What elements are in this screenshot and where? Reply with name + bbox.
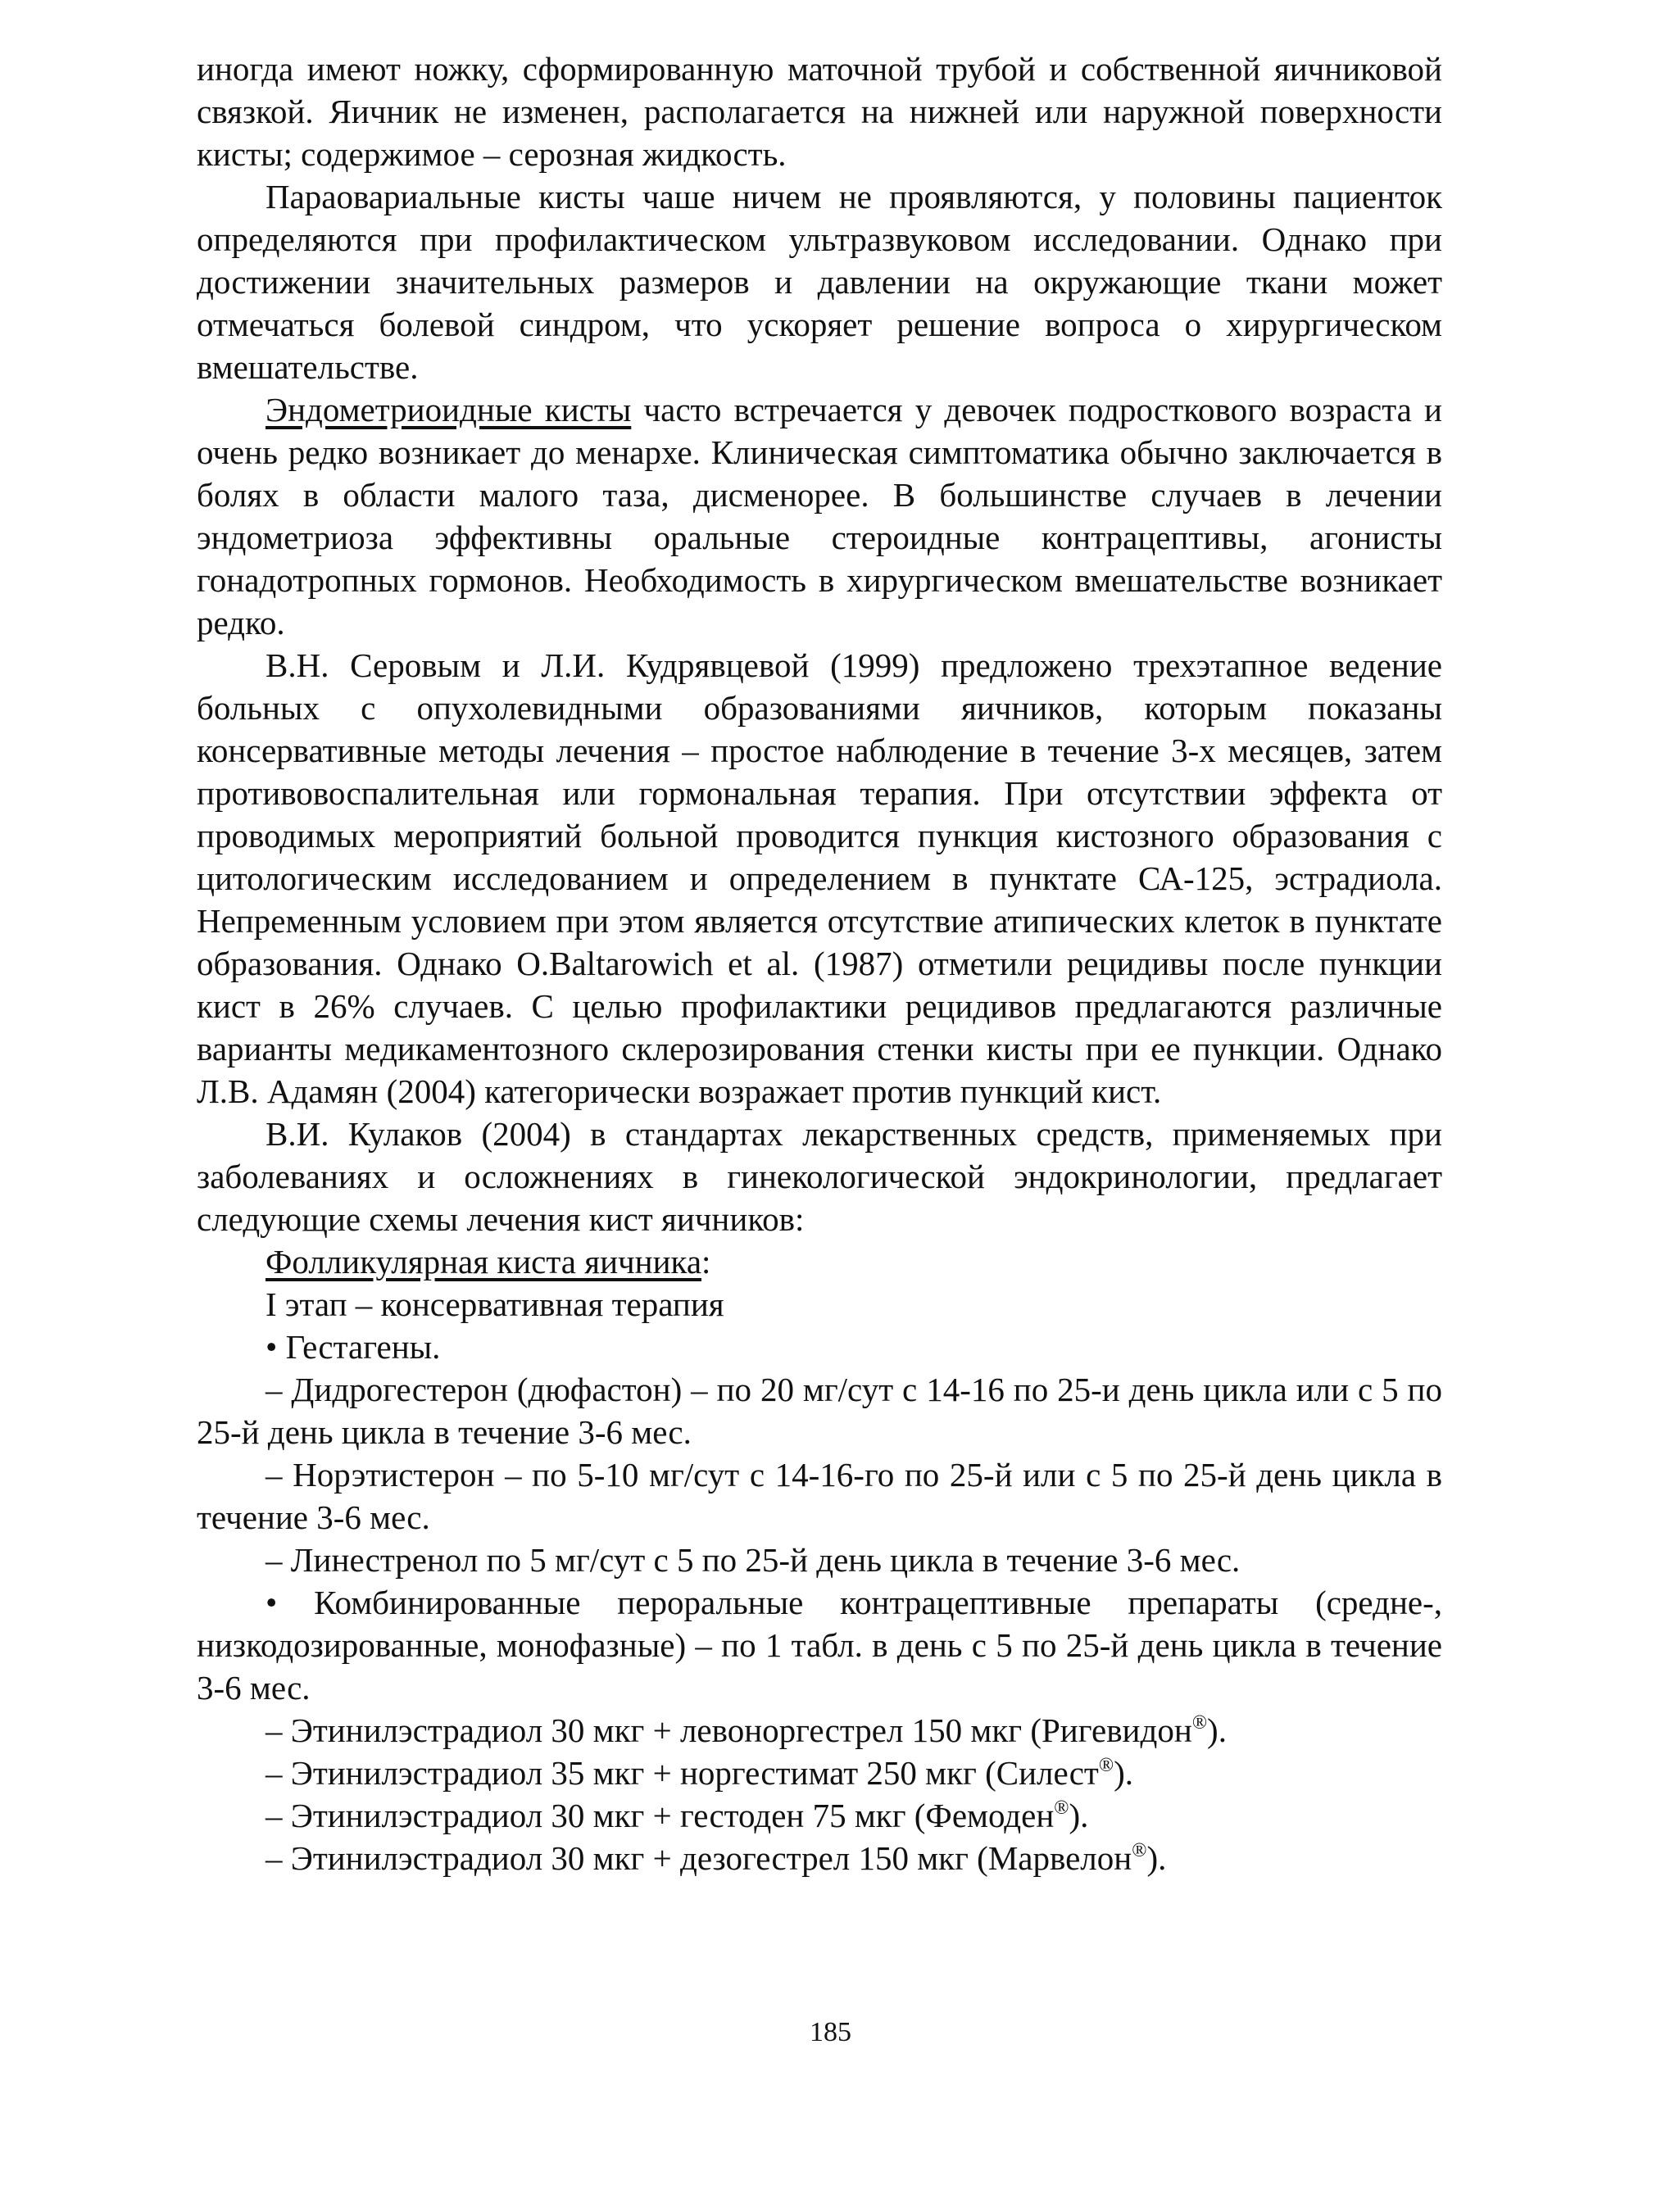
page-number: 185 (810, 2017, 851, 2047)
page-body (197, 48, 1442, 1879)
list-item-silest (197, 1752, 1442, 1794)
paragraph-ovary-continuation: иногда имеют ножку, сформированную маточной трубой и собственной яичниковой связкой. Яичник не изменен, располагается на нижней или наружной поверхности кисты; содержимое – серозная жидкость. (197, 50, 1442, 173)
closing-paren: ). (1207, 1711, 1227, 1749)
paragraph-kulakov-standards: В.И. Кулаков (2004) в стандартах лекарственных средств, применяемых при заболеваниях и осложнениях в гинекологической эндокринологии, предлагает следующие схемы лечения кист яичников: (197, 1115, 1442, 1238)
closing-paren: ). (1146, 1839, 1167, 1877)
bullet-gestagens: • Гестагены. (265, 1328, 441, 1366)
closing-paren: ). (1069, 1797, 1089, 1834)
registered-mark: ® (1132, 1840, 1147, 1861)
registered-mark: ® (1191, 1712, 1208, 1734)
closing-paren: ). (1114, 1754, 1133, 1792)
drug-rigevidon-text: – Этинилэстрадиол 30 мкг + левоноргестрел 150 мкг (Ригевидон (265, 1711, 1192, 1749)
drug-marvelon-text: – Этинилэстрадиол 30 мкг + дезогестрел 150 мкг (Марвелон (265, 1839, 1132, 1877)
drug-femoden-text: – Этинилэстрадиол 30 мкг + гестоден 75 мкг (Фемоден (265, 1797, 1055, 1834)
drug-silest-text: – Этинилэстрадиол 35 мкг + норгестимат 250 мкг (Силест (265, 1754, 1099, 1792)
list-item-lynestrenol: – Линестренол по 5 мг/сут с 5 по 25-й день цикла в течение 3-6 мес. (265, 1541, 1241, 1579)
heading-follicular-cyst: Фолликулярная киста яичника (265, 1243, 702, 1281)
paragraph-endometrioid-cysts (197, 388, 1442, 644)
paragraph-three-stage-management: В.Н. Серовым и Л.И. Кудрявцевой (1999) предложено трехэтапное ведение больных с опухолевидными образованиями яичников, которым показаны консервативные методы лечения – простое наблюдение в течение 3-х месяцев, затем противовоспалительная или гормональная терапия. При отсутствии эффекта от проводимых мероприятий больной проводится пункция кистозного образования с цитологическим исследованием и определением в пунктате СА-125, эстрадиола. Непременным условием при этом является отсутствие атипических клеток в пунктате образования. Однако O.Baltarowich et al. (1987) отметили рецидивы после пункции кист в 26% случаев. С целью профилактики рецидивов предлагаются различные варианты медикаментозного склерозирования стенки кисты при ее пункции. Однако Л.В. Адамян (2004) категорически возражает против пункций кист. (197, 646, 1442, 1110)
list-item-rigevidon (197, 1709, 1442, 1752)
list-item-femoden (197, 1794, 1442, 1837)
list-item-dydrogesterone: – Дидрогестерон (дюфастон) – по 20 мг/сут с 14-16 по 25-и день цикла или с 5 по 25-й день цикла в течение 3-6 мес. (197, 1371, 1442, 1451)
section-heading-follicular-cyst (197, 1240, 1442, 1283)
paragraph-endometrioid-text: часто встречается у девочек подросткового возраста и очень редко возникает до менархе. Клиническая симптоматика обычно заключается в болях в области малого таза, дисменорее. В большинстве случаев в лечении эндометриоза эффективны оральные стероидные контрацептивы, агонисты гонадотропных гормонов. Необходимость в хирургическом вмешательстве возникает редко. (197, 391, 1442, 641)
term-endometrioid-cysts: Эндометриоидные кисты (265, 391, 632, 428)
list-item-marvelon (197, 1837, 1442, 1879)
stage-one-label: I этап – консервативная терапия (265, 1285, 724, 1323)
registered-mark: ® (1054, 1797, 1069, 1819)
paragraph-paraovarian-cysts: Параовариальные кисты чаше ничем не проявляются, у половины пациенток определяются при профилактическом ультразвуковом исследовании. Однако при достижении значительных размеров и давлении на окружающие ткани может отмечаться болевой синдром, что ускоряет решение вопроса о хирургическом вмешательстве. (197, 178, 1442, 386)
bullet-combined-oral-contraceptives: • Комбинированные пероральные контрацептивные препараты (средне-, низкодозированные, монофазные) – по 1 табл. в день с 5 по 25-й день цикла в течение 3-6 мес. (197, 1584, 1442, 1707)
list-item-norethisterone: – Норэтистерон – по 5-10 мг/сут с 14-16-го по 25-й или с 5 по 25-й день цикла в течение 3-6 мес. (197, 1456, 1442, 1536)
heading-colon: : (701, 1243, 711, 1281)
registered-mark: ® (1098, 1755, 1114, 1776)
